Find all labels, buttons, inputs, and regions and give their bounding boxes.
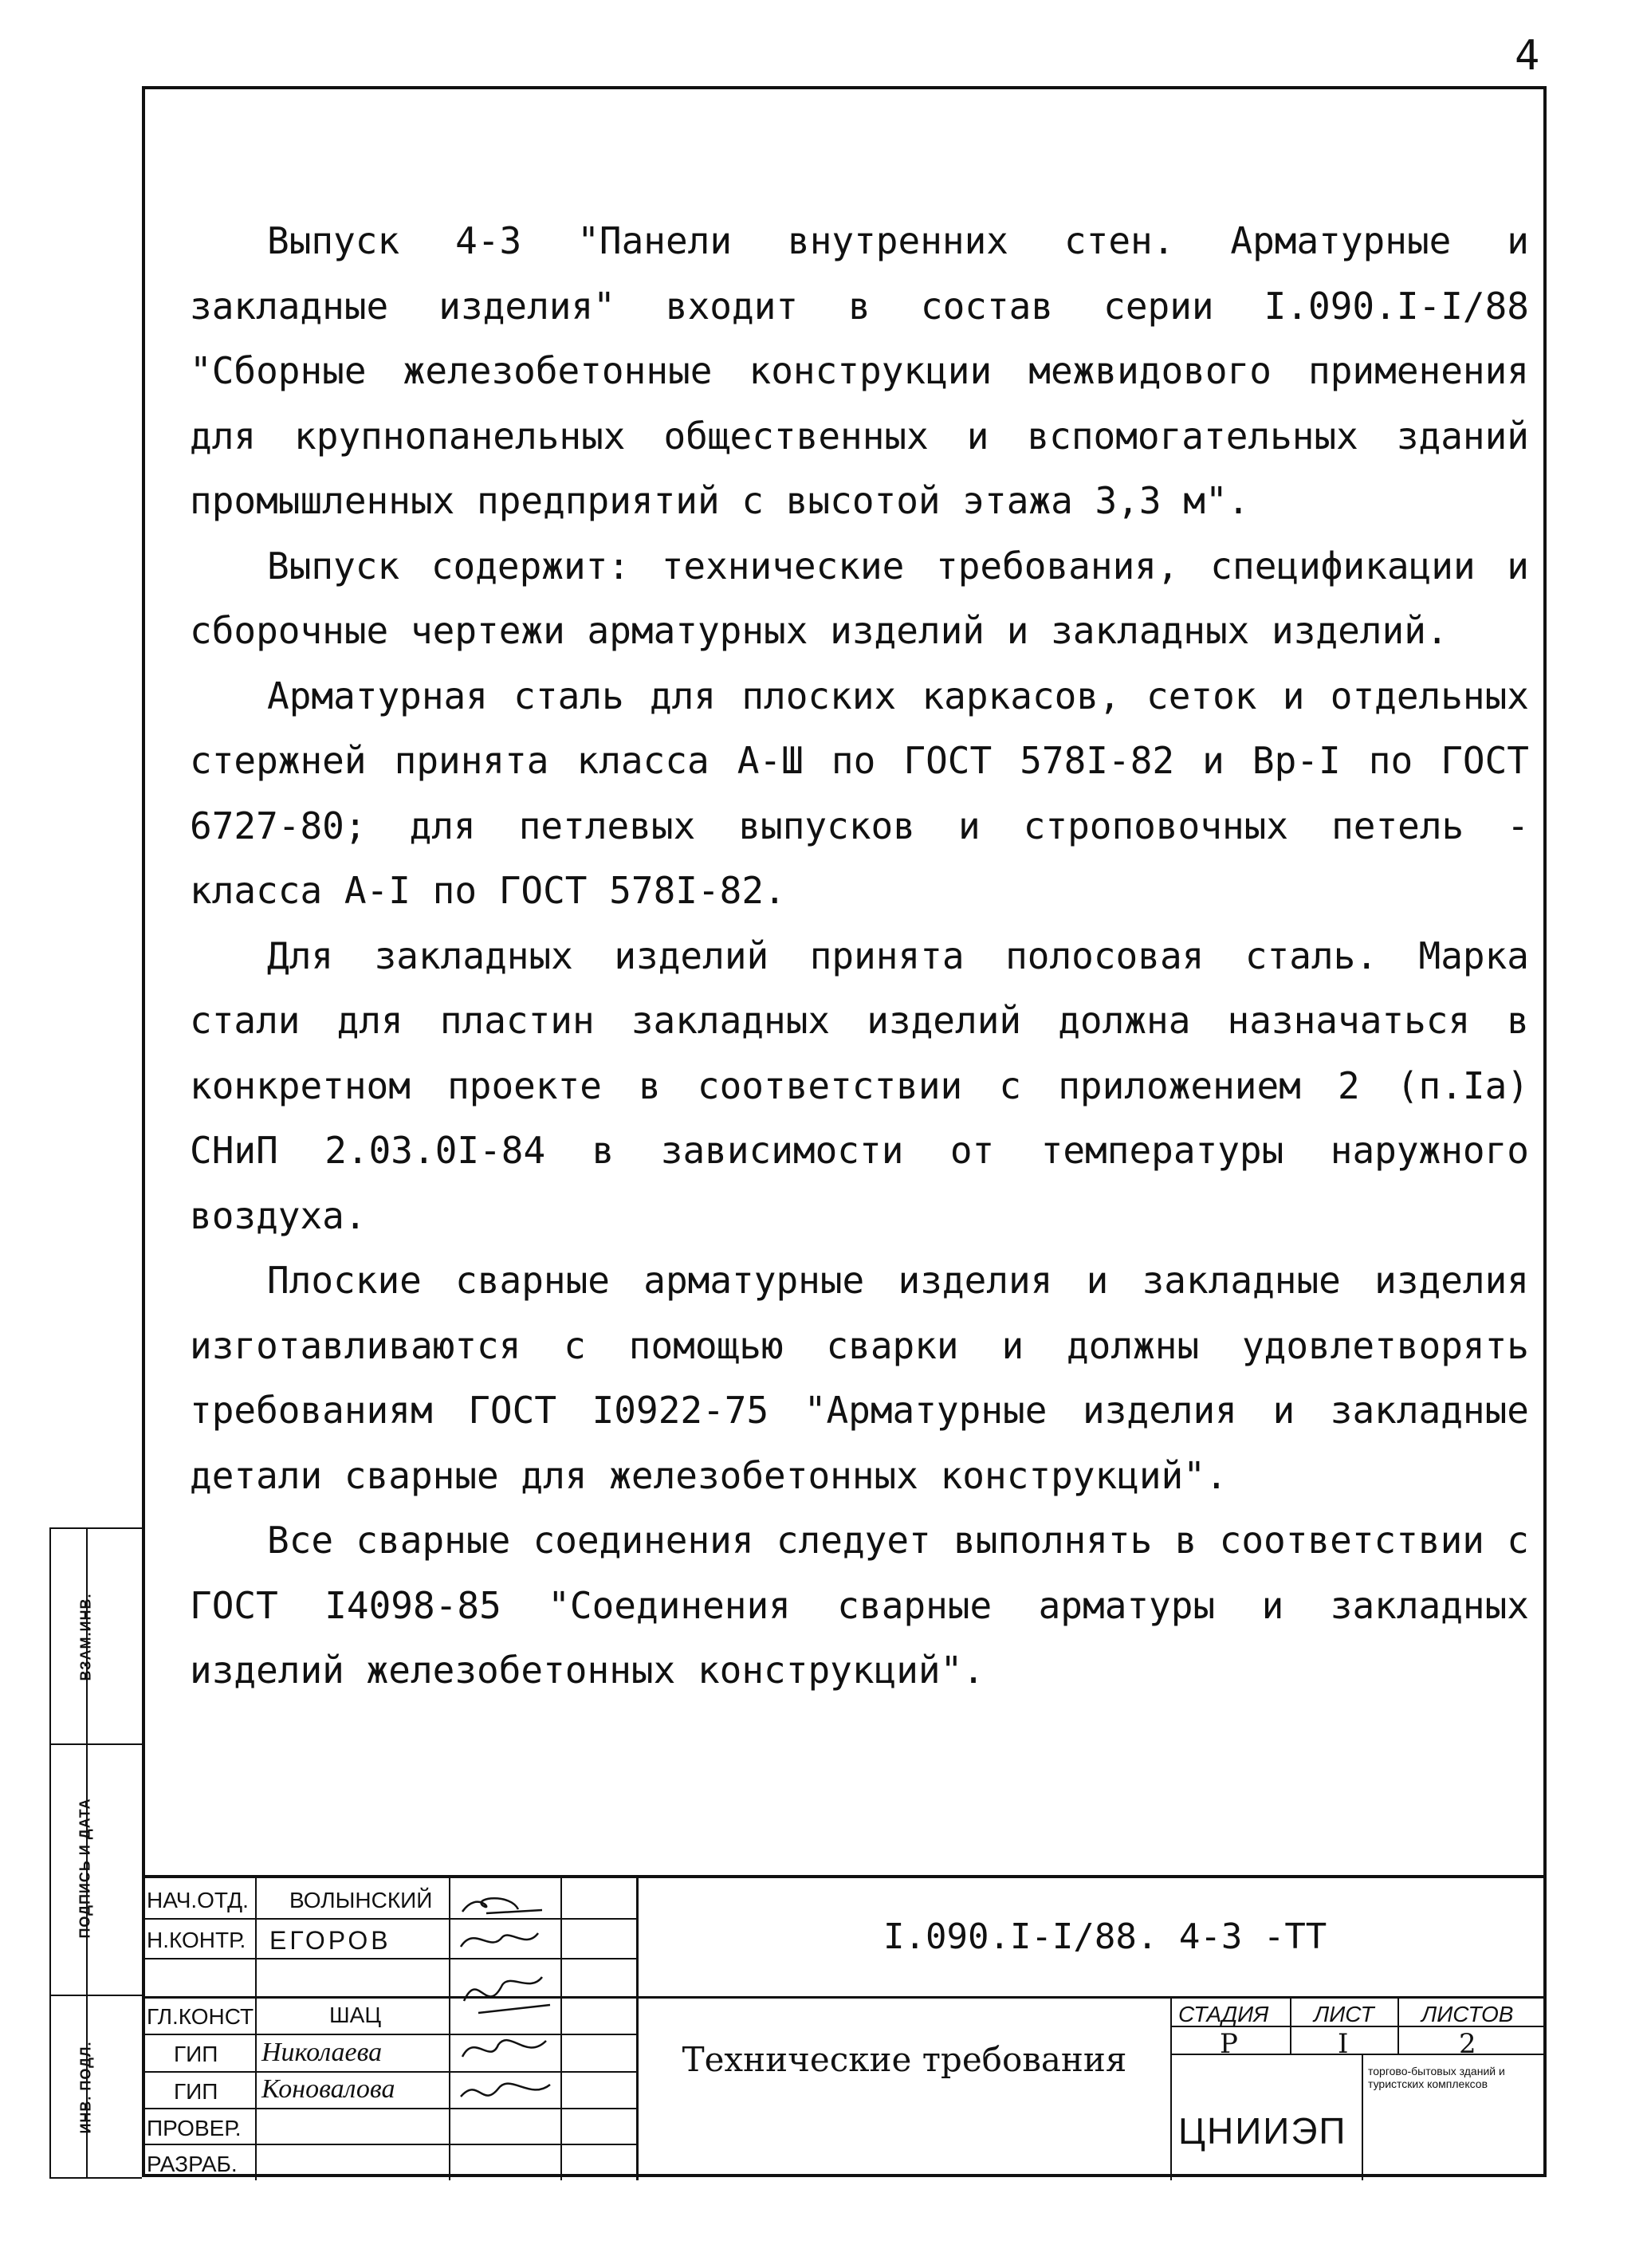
- role-razrab: РАЗРАБ.: [147, 2152, 238, 2176]
- header-stage: СТАДИЯ: [1178, 2002, 1269, 2026]
- side-cell-divider-1: [49, 1743, 142, 1745]
- side-label-vzam: ВЗАМ.ИНВ.: [77, 1593, 94, 1681]
- name-egorov: ЕГОРОВ: [269, 1926, 391, 1955]
- body-text: [190, 209, 1529, 1704]
- name-volynsky: ВОЛЫНСКИЙ: [289, 1888, 433, 1912]
- paragraph-4: Для закладных изделий принята полосовая сталь. Марка стали для пластин закладных изделий должна назначаться в конкретном проекте в соответствии с приложением 2 (п.Iа) СНиП 2.03.0I-84 в зависимости от температуры наружного воздуха.: [190, 934, 1529, 1237]
- paragraph-6: Все сварные соединения следует выполнять в соответствии с ГОСТ I4098-85 "Соединения сварные арматуры и закладных изделий железобетонных конструкций".: [190, 1519, 1529, 1692]
- role-gip-2: ГИП: [174, 2079, 218, 2104]
- header-sheet: ЛИСТ: [1314, 2002, 1374, 2026]
- header-sheets: ЛИСТОВ: [1421, 2002, 1514, 2026]
- value-sheets: 2: [1459, 2028, 1476, 2060]
- name-konovalova: Коновалова: [261, 2074, 395, 2104]
- paragraph-1: Выпуск 4-3 "Панели внутренних стен. Арматурные и закладные изделия" входит в состав серии I.090.I-I/88 "Сборные железобетонные конструкции межвидового применения для крупнопанельных общественных и вспомогательных зданий промышленных предприятий с высотой этажа 3,3 м".: [190, 219, 1529, 522]
- value-stage: Р: [1220, 2028, 1238, 2060]
- organization: ЦНИИЭП: [1178, 2110, 1347, 2152]
- page-number: 4: [1515, 32, 1540, 80]
- name-shats: ШАЦ: [329, 2003, 382, 2027]
- signatures-graphic: [454, 1881, 558, 2136]
- role-n-kontr: Н.КОНТР.: [147, 1928, 246, 1952]
- side-cell-divider-3: [49, 2177, 142, 2179]
- side-label-signature-date: ПОДПИСЬ И ДАТА: [77, 1798, 93, 1939]
- paragraph-5: Плоские сварные арматурные изделия и закладные изделия изготавливаются с помощью сварки и должны удовлетворять требованиям ГОСТ I0922-75 "Арматурные изделия и закладные детали сварные для железобетонных конструкций".: [190, 1259, 1529, 1497]
- role-nach-otd: НАЧ.ОТД.: [147, 1888, 249, 1912]
- value-sheet: I: [1338, 2028, 1349, 2060]
- document-code: I.090.I-I/88. 4-3 -ТТ: [883, 1916, 1327, 1957]
- side-label-inv-podl: ИНВ. ПОДЛ.: [77, 2041, 94, 2134]
- name-nikolaeva: Николаева: [261, 2038, 383, 2067]
- role-prover: ПРОВЕР.: [147, 2116, 242, 2140]
- organization-subtitle: торгово-бытовых зданий и туристских комплексов: [1368, 2065, 1505, 2090]
- side-strip-left-line: [49, 1529, 51, 2179]
- paragraph-3: Арматурная сталь для плоских каркасов, сеток и отдельных стержней принята класса А-Ш по ГОСТ 578I-82 и Вр-I по ГОСТ 6727-80; для петлевых выпусков и строповочных петель - класса А-I по ГОСТ 578I-82.: [190, 674, 1529, 912]
- drawing-title: Технические требования: [682, 2040, 1127, 2079]
- side-strip: [49, 1527, 142, 2179]
- role-gl-konst: ГЛ.КОНСТ: [147, 2004, 254, 2029]
- side-cell-divider-2: [49, 1995, 142, 1996]
- title-block: [142, 1875, 1547, 2180]
- paragraph-2: Выпуск содержит: технические требования, спецификации и сборочные чертежи арматурных изделий и закладных изделий.: [190, 544, 1529, 652]
- role-gip-1: ГИП: [174, 2042, 218, 2066]
